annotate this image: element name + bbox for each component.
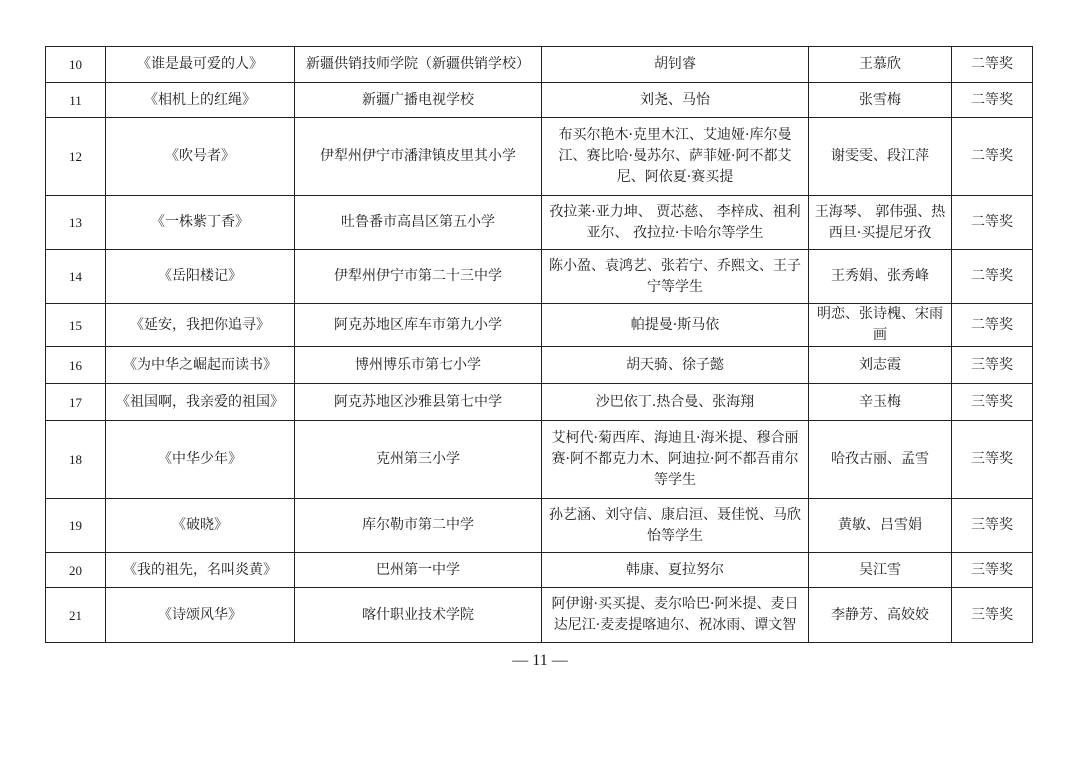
cell-award: 三等奖 [952, 588, 1033, 643]
cell-school: 新疆供销技师学院（新疆供销学校） [295, 47, 542, 83]
cell-teachers: 吴江雪 [809, 553, 952, 588]
cell-award: 三等奖 [952, 347, 1033, 384]
cell-students: 孜拉莱·亚力坤、 贾芯慈、 李梓成、祖利亚尔、 孜拉拉·卡哈尔等学生 [542, 196, 809, 250]
cell-school: 喀什职业技术学院 [295, 588, 542, 643]
cell-school: 阿克苏地区沙雅县第七中学 [295, 384, 542, 421]
cell-title: 《相机上的红绳》 [106, 83, 295, 118]
cell-school: 吐鲁番市高昌区第五小学 [295, 196, 542, 250]
cell-school: 库尔勒市第二中学 [295, 499, 542, 553]
cell-no: 15 [46, 304, 106, 347]
cell-students: 阿伊谢·买买提、麦尔哈巴·阿米提、麦日达尼江·麦麦提喀迪尔、祝冰雨、谭文智 [542, 588, 809, 643]
cell-award: 二等奖 [952, 304, 1033, 347]
cell-title: 《诗颂风华》 [106, 588, 295, 643]
cell-teachers: 王秀娟、张秀峰 [809, 250, 952, 304]
cell-school: 巴州第一中学 [295, 553, 542, 588]
cell-students: 胡钊睿 [542, 47, 809, 83]
cell-students: 韩康、夏拉努尔 [542, 553, 809, 588]
table-row [46, 588, 1033, 643]
cell-students: 帕提曼·斯马依 [542, 304, 809, 347]
cell-students: 艾柯代·菊西库、海迪且·海米提、穆合丽赛·阿不都克力木、阿迪拉·阿不都吾甫尔等学生 [542, 421, 809, 499]
table-row [46, 47, 1033, 83]
cell-no: 18 [46, 421, 106, 499]
cell-teachers: 王海琴、 郭伟强、热西旦·买提尼牙孜 [809, 196, 952, 250]
cell-students: 胡天骑、徐子懿 [542, 347, 809, 384]
cell-teachers: 刘志霞 [809, 347, 952, 384]
table-row [46, 196, 1033, 250]
cell-no: 14 [46, 250, 106, 304]
cell-teachers: 张雪梅 [809, 83, 952, 118]
cell-award: 二等奖 [952, 196, 1033, 250]
cell-no: 11 [46, 83, 106, 118]
cell-teachers: 谢雯雯、段江萍 [809, 118, 952, 196]
table-row [46, 83, 1033, 118]
cell-no: 12 [46, 118, 106, 196]
cell-award: 二等奖 [952, 83, 1033, 118]
cell-title: 《为中华之崛起而读书》 [106, 347, 295, 384]
table-row [46, 250, 1033, 304]
cell-school: 阿克苏地区库车市第九小学 [295, 304, 542, 347]
cell-award: 三等奖 [952, 421, 1033, 499]
table-row [46, 304, 1033, 347]
table-row [46, 384, 1033, 421]
cell-award: 二等奖 [952, 118, 1033, 196]
cell-award: 三等奖 [952, 384, 1033, 421]
cell-students: 刘尧、马怡 [542, 83, 809, 118]
cell-title: 《谁是最可爱的人》 [106, 47, 295, 83]
award-table-body [46, 47, 1033, 643]
cell-no: 16 [46, 347, 106, 384]
cell-title: 《一株紫丁香》 [106, 196, 295, 250]
table-row [46, 118, 1033, 196]
page-number: — 11 — [512, 652, 568, 669]
cell-teachers: 李静芳、高姣姣 [809, 588, 952, 643]
cell-students: 布买尔艳木·克里木江、艾迪娅·库尔曼江、赛比哈·曼苏尔、萨菲娅·阿不都艾尼、阿依夏·赛买提 [542, 118, 809, 196]
cell-no: 13 [46, 196, 106, 250]
cell-school: 博州博乐市第七小学 [295, 347, 542, 384]
table-row [46, 553, 1033, 588]
cell-students: 陈小盈、袁鸿艺、张若宁、乔熙文、王子宁等学生 [542, 250, 809, 304]
cell-no: 20 [46, 553, 106, 588]
cell-students: 孙艺涵、刘守信、康启洹、聂佳悦、马欣怡等学生 [542, 499, 809, 553]
cell-teachers: 黄敏、吕雪娟 [809, 499, 952, 553]
cell-title: 《岳阳楼记》 [106, 250, 295, 304]
cell-award: 三等奖 [952, 553, 1033, 588]
cell-title: 《吹号者》 [106, 118, 295, 196]
award-table [45, 46, 1033, 643]
cell-title: 《破晓》 [106, 499, 295, 553]
cell-teachers: 哈孜古丽、孟雪 [809, 421, 952, 499]
cell-title: 《延安，我把你追寻》 [106, 304, 295, 347]
table-row [46, 499, 1033, 553]
cell-award: 二等奖 [952, 250, 1033, 304]
cell-teachers: 王慕欣 [809, 47, 952, 83]
cell-teachers: 明恋、张诗槐、宋雨画 [809, 304, 952, 347]
cell-teachers: 辛玉梅 [809, 384, 952, 421]
cell-no: 19 [46, 499, 106, 553]
cell-award: 二等奖 [952, 47, 1033, 83]
table-row [46, 421, 1033, 499]
cell-no: 17 [46, 384, 106, 421]
cell-school: 伊犁州伊宁市第二十三中学 [295, 250, 542, 304]
cell-award: 三等奖 [952, 499, 1033, 553]
cell-title: 《我的祖先，名叫炎黄》 [106, 553, 295, 588]
table-row [46, 347, 1033, 384]
cell-students: 沙巴依丁.热合曼、张海翔 [542, 384, 809, 421]
cell-school: 克州第三小学 [295, 421, 542, 499]
cell-school: 伊犁州伊宁市潘津镇皮里其小学 [295, 118, 542, 196]
cell-no: 21 [46, 588, 106, 643]
cell-no: 10 [46, 47, 106, 83]
cell-school: 新疆广播电视学校 [295, 83, 542, 118]
cell-title: 《中华少年》 [106, 421, 295, 499]
cell-title: 《祖国啊，我亲爱的祖国》 [106, 384, 295, 421]
